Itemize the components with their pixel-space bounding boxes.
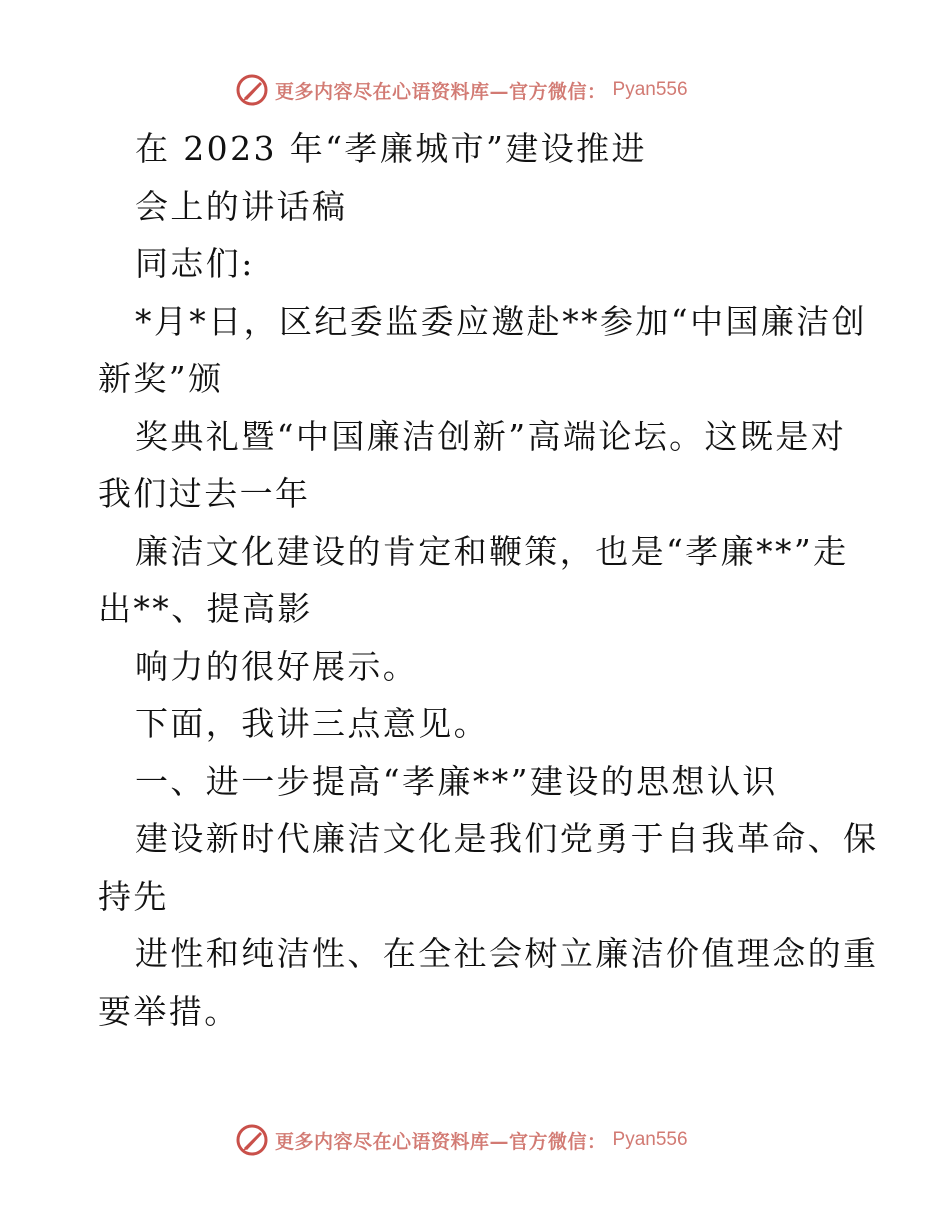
title-line: 会上的讲话稿 [135,186,348,226]
paragraph-line: 要举措。 [98,991,240,1031]
paragraph-line: 出**、提高影 [98,589,313,628]
header-watermark [235,72,688,108]
paragraph-line: 下面，我讲三点意见。 [135,704,489,743]
paragraph-line: *月*日，区纪委监委应邀赴**参加“中国廉洁创 [135,301,868,341]
paragraph-line: 新奖”颁 [98,359,224,398]
paragraph-line: 进性和纯洁性、在全社会树立廉洁价值理念的重 [135,934,879,973]
paragraph-line: 建设新时代廉洁文化是我们党勇于自我革命、保 [135,819,879,858]
paragraph-line: 响力的很好展示。 [135,646,419,686]
watermark-text: 更多内容尽在心语资料库—官方微信： [275,1130,607,1153]
title-line: 在 2023 年“孝廉城市”建设推进 [135,129,647,168]
watermark-wechat-id: Pyan556 [612,1129,688,1150]
document-body [98,120,879,1040]
watermark-text: 更多内容尽在心语资料库—官方微信： [275,80,607,103]
footer-watermark [235,1122,688,1158]
quill-pen-logo-icon [235,73,269,107]
section-heading: 一、进一步提高“孝廉**”建设的思想认识 [135,761,778,801]
paragraph-line: 奖典礼暨“中国廉洁创新”高端论坛。这既是对 [135,416,847,456]
paragraph-line: 持先 [98,876,169,916]
salutation: 同志们: [135,244,255,283]
watermark-wechat-id: Pyan556 [612,79,688,100]
paragraph-line: 我们过去一年 [98,474,311,513]
quill-pen-logo-icon [235,1123,269,1157]
paragraph-line: 廉洁文化建设的肯定和鞭策，也是“孝廉**”走 [135,531,849,571]
